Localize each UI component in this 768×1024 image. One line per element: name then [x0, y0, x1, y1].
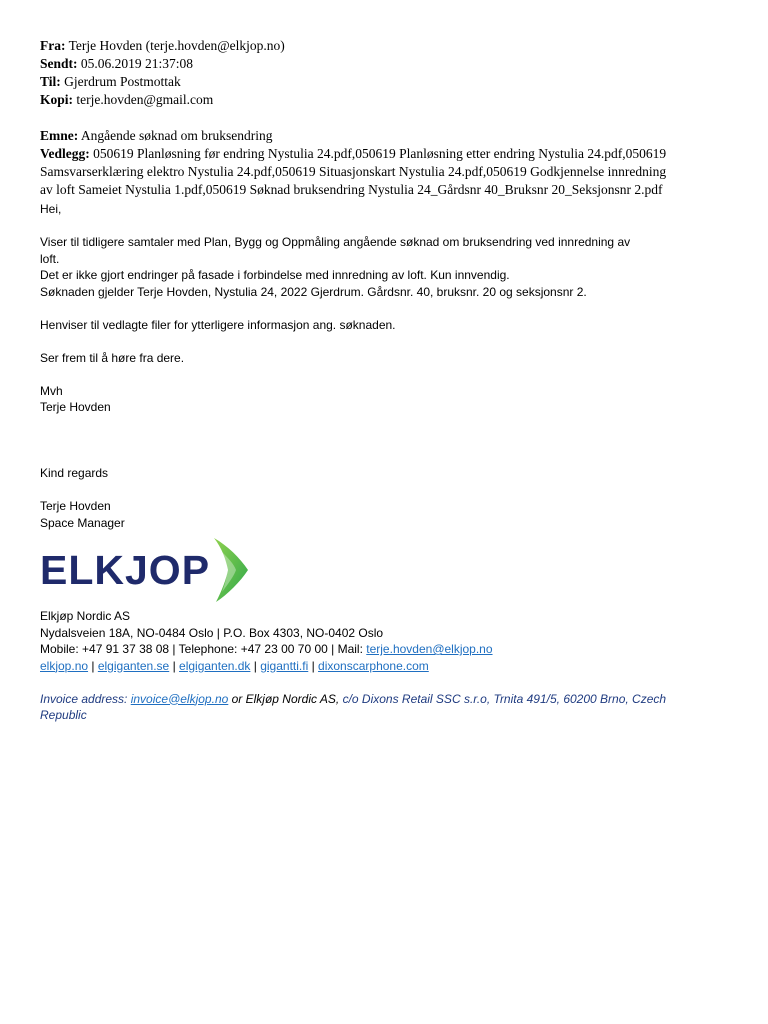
from-label: Fra: — [40, 38, 66, 53]
signature-title: Space Manager — [40, 515, 125, 530]
paragraph-1-line-3: Det er ikke gjort endringer på fasade i forbindelse med innredning av loft. Kun innvendig. — [40, 268, 510, 282]
paragraph-2: Henviser til vedlagte filer for ytterligere informasjon ang. søknaden. — [40, 317, 396, 332]
invoice-label: Invoice address: — [40, 691, 131, 706]
signature-name: Terje Hovden — [40, 499, 111, 513]
contact-line — [40, 641, 730, 658]
subject-value: Angående søknad om bruksendring — [80, 128, 273, 143]
link-dixonscarphone[interactable]: dixonscarphone.com — [318, 658, 429, 673]
logo-wordmark: ELKJOP — [40, 546, 211, 593]
greeting: Hei, — [40, 202, 62, 216]
link-separator: | — [88, 658, 98, 673]
company-name: Elkjøp Nordic AS — [40, 609, 131, 623]
invoice-address-line-1 — [40, 691, 730, 708]
company-address: Nydalsveien 18A, NO-0484 Oslo | P.O. Box 4303, NO-0402 Oslo — [40, 625, 384, 640]
link-separator: | — [169, 658, 180, 673]
paragraph-1-line-2: loft. — [40, 251, 60, 266]
paragraph-1-line-4: Søknaden gjelder Terje Hovden, Nystulia 24, 2022 Gjerdrum. Gårdsnr. 40, bruksnr. 20 og seksjonsnr 2. — [40, 284, 587, 299]
website-links — [40, 658, 730, 675]
subject-row — [40, 127, 730, 145]
link-elgiganten-se[interactable]: elgiganten.se — [97, 658, 170, 673]
link-elkjop[interactable]: elkjop.no — [40, 658, 89, 673]
sent-row — [40, 55, 730, 73]
cc-row — [40, 91, 730, 109]
cc-label: Kopi: — [40, 92, 74, 107]
contact-prefix: Mobile: +47 91 37 38 08 | Telephone: +47 23 00 70 00 | Mail: — [40, 642, 367, 656]
email-body — [40, 201, 730, 724]
to-value: Gjerdrum Postmottak — [64, 74, 181, 89]
chevron-arrow-icon — [210, 536, 250, 604]
link-elgiganten-dk[interactable]: elgiganten.dk — [179, 658, 251, 673]
invoice-or: or Elkjøp Nordic AS, — [228, 691, 343, 706]
attachments-line-1: 050619 Planløsning før endring Nystulia 24.pdf,050619 Planløsning etter endring Nystulia 24.pdf,050619 — [93, 146, 667, 161]
invoice-email-link[interactable]: invoice@elkjop.no — [130, 691, 229, 706]
sent-label: Sendt: — [40, 56, 78, 71]
to-label: Til: — [40, 74, 61, 89]
closing-name: Terje Hovden — [40, 400, 111, 414]
attachments-label: Vedlegg: — [40, 146, 90, 161]
invoice-rest: c/o Dixons Retail SSC s.r.o, Trnita 491/5, 60200 Brno, Czech — [342, 691, 667, 706]
elkjop-logo — [40, 536, 730, 604]
link-separator: | — [250, 658, 261, 673]
link-separator: | — [308, 658, 319, 673]
invoice-address-line-2: Republic — [40, 708, 87, 722]
email-header — [40, 37, 730, 199]
from-row — [40, 37, 730, 55]
from-value: Terje Hovden (terje.hovden@elkjop.no) — [68, 38, 285, 53]
attachments-line-2: Samsvarserklæring elektro Nystulia 24.pdf,050619 Situasjonskart Nystulia 24.pdf,050619 Godkjennelse innredning — [40, 164, 667, 179]
to-row — [40, 73, 730, 91]
cc-value: terje.hovden@gmail.com — [76, 92, 214, 107]
attachments-line-3: av loft Sameiet Nystulia 1.pdf,050619 Søknad bruksendring Nystulia 24_Gårdsnr 40_Bruksnr 20_Seksjonsnr 2.pdf — [40, 182, 663, 197]
email-link[interactable]: terje.hovden@elkjop.no — [366, 642, 493, 656]
link-gigantti[interactable]: gigantti.fi — [260, 658, 309, 673]
paragraph-1-line-1: Viser til tidligere samtaler med Plan, Bygg og Oppmåling angående søknad om bruksendring ved innredning av — [40, 235, 631, 249]
paragraph-3: Ser frem til å høre fra dere. — [40, 350, 185, 365]
attachments-row — [40, 145, 730, 163]
sent-value: 05.06.2019 21:37:08 — [80, 56, 194, 71]
subject-label: Emne: — [40, 128, 79, 143]
closing: Mvh — [40, 383, 63, 398]
signature-regards: Kind regards — [40, 466, 109, 480]
